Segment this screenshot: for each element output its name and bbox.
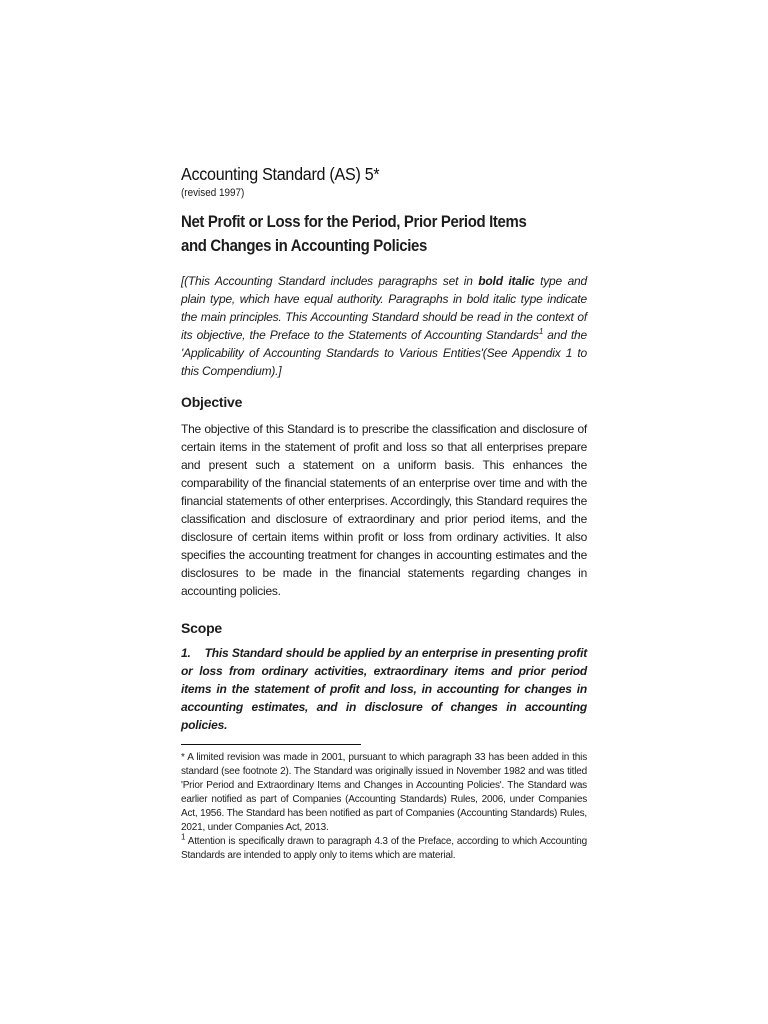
- intro-footnote-ref: 1: [538, 327, 544, 336]
- intro-bold-text: bold italic: [478, 274, 535, 288]
- intro-paragraph: [181, 272, 587, 380]
- scope-paragraph-1: [181, 644, 587, 734]
- standard-heading-line2: and Changes in Accounting Policies: [181, 236, 428, 255]
- intro-part3: and the 'Applicability of Accounting Standards to Various Entities'(See Appendix 1 to this Compendium).]: [181, 328, 587, 378]
- intro-part2: type and plain type, which have equal authority. Paragraphs in bold italic type indicate the main principles. This Accounting Standard should be read in the context of its objective, the Preface to the Statements of Accounting Standards: [181, 274, 587, 342]
- objective-text: The objective of this Standard is to prescribe the classification and disclosure of certain items in the statement of profit and loss so that all enterprises prepare and present such a statement on a uniform basis. This enhances the comparability of the financial statements of an enterprise over time and with the financial statements of other enterprises. Accordingly, this Standard requires the classification and disclosure of extraordinary and prior period items, and the disclosure of certain items within profit or loss from ordinary activities. It also specifies the accounting treatment for changes in accounting estimates and the disclosures to be made in the financial statements regarding changes in accounting policies.: [181, 422, 587, 598]
- standard-heading-line1: Net Profit or Loss for the Period, Prior Period Items: [181, 212, 527, 231]
- document-subtitle: (revised 1997): [181, 187, 245, 199]
- footnote-divider: [181, 744, 361, 745]
- footnote-1-text: Attention is specifically drawn to paragraph 4.3 of the Preface, according to which Accounting Standards are intended to apply only to items which are material.: [181, 836, 587, 861]
- footnote-1: [181, 832, 587, 863]
- scope-heading: Scope: [181, 620, 223, 636]
- objective-heading: Objective: [181, 394, 243, 410]
- paragraph-number: 1.: [181, 646, 191, 660]
- standard-heading: [181, 210, 586, 258]
- document-title: Accounting Standard (AS) 5*: [181, 164, 380, 184]
- footnote-asterisk: * A limited revision was made in 2001, pursuant to which paragraph 33 has been added in this standard (see footnote 2). The Standard was originally issued in November 1982 and was titled 'Prior Period and Extraordinary Items and Changes in Accounting Policies'. The Standard was earlier notified as part of Companies (Accounting Standards) Rules, 2006, under Companies Act, 1956. The Standard has been notified as part of Companies (Accounting Standards) Rules, 2021, under Companies Act, 2013.: [181, 752, 587, 833]
- scope-paragraph-text: This Standard should be applied by an enterprise in presenting profit or loss from ordinary activities, extraordinary items and prior period items in the statement of profit and loss, in accounting for changes in accounting estimates, and in disclosure of changes in accounting policies.: [181, 646, 587, 732]
- footnote-1-mark: 1: [181, 832, 186, 842]
- document-page: [181, 162, 587, 863]
- intro-part1: [(This Accounting Standard includes paragraphs set in: [181, 274, 479, 288]
